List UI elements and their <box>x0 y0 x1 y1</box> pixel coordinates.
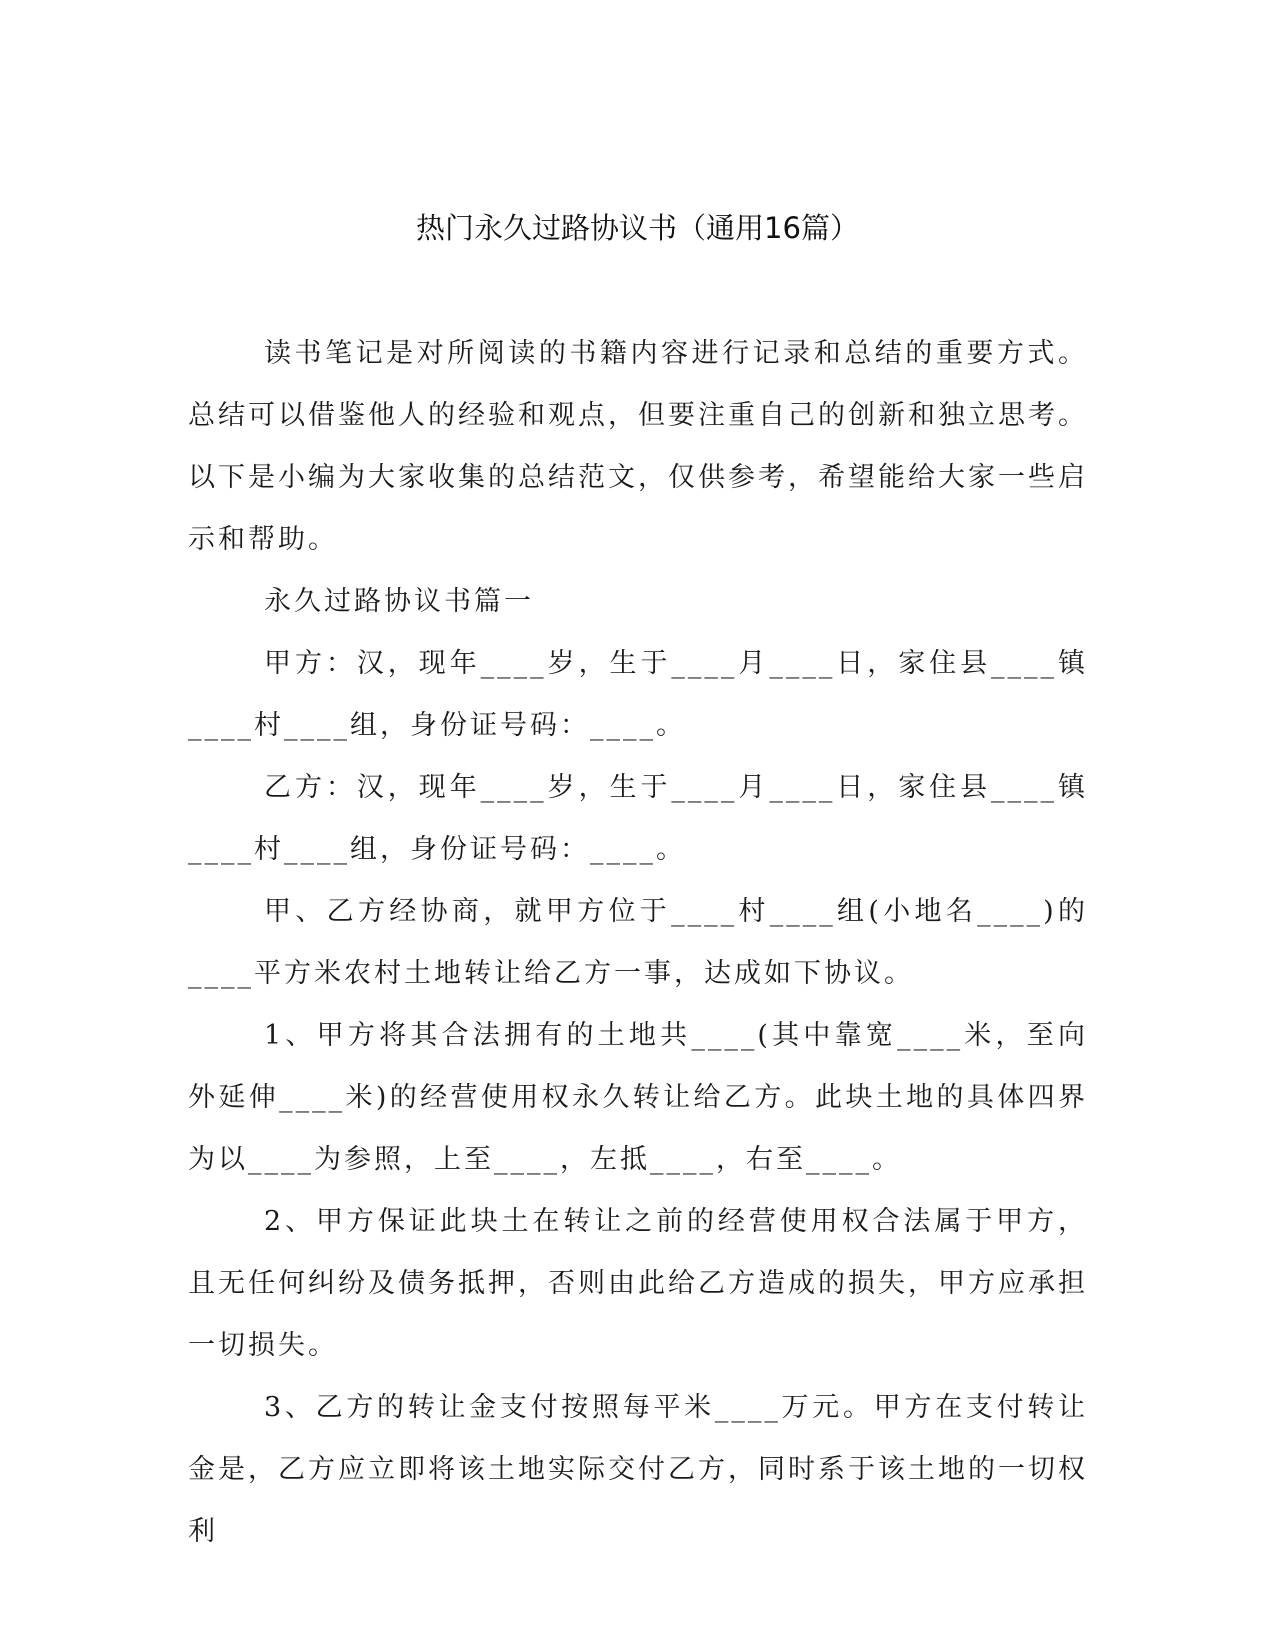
clause-3-paragraph: 3、乙方的转让金支付按照每平米____万元。甲方在支付转让金是，乙方应立即将该土地实际交付乙方，同时系于该土地的一切权利 <box>188 1392 1088 1547</box>
agreement-paragraph: 甲、乙方经协商，就甲方位于____村____组(小地名____)的____平方米农村土地转让给乙方一事，达成如下协议。 <box>188 896 1088 989</box>
clause-1-paragraph: 1、甲方将其合法拥有的土地共____(其中靠宽____米，至向外延伸____米)的经营使用权永久转让给乙方。此块土地的具体四界为以____为参照，上至____，左抵____，右至____。 <box>188 1020 1088 1175</box>
party-a-paragraph: 甲方：汉，现年____岁，生于____月____日，家住县____镇____村____组，身份证号码：____。 <box>188 648 1088 741</box>
section-heading: 永久过路协议书篇一 <box>264 586 534 617</box>
clause-2-paragraph: 2、甲方保证此块土在转让之前的经营使用权合法属于甲方，且无任何纠纷及债务抵押，否则由此给乙方造成的损失，甲方应承担一切损失。 <box>188 1206 1088 1361</box>
document-title: 热门永久过路协议书（通用16篇） <box>416 211 859 245</box>
intro-paragraph: 读书笔记是对所阅读的书籍内容进行记录和总结的重要方式。总结可以借鉴他人的经验和观点，但要注重自己的创新和独立思考。以下是小编为大家收集的总结范文，仅供参考，希望能给大家一些启示和帮助。 <box>188 338 1088 555</box>
party-b-paragraph: 乙方：汉，现年____岁，生于____月____日，家住县____镇____村____组，身份证号码：____。 <box>188 772 1088 865</box>
document-body <box>188 323 1088 1563</box>
